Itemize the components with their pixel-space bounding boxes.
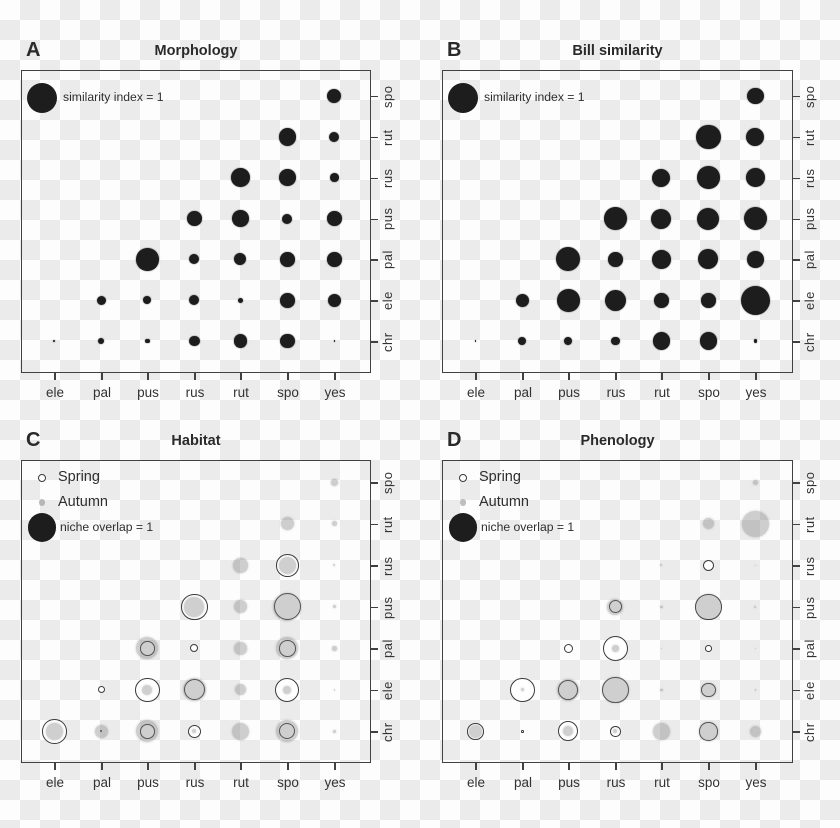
x-axis-tick <box>147 373 149 380</box>
y-axis-label-rus: rus <box>802 168 817 189</box>
bubble-similarity-pus-ele <box>557 289 580 312</box>
bubble-similarity-spo-ele <box>280 293 295 308</box>
y-axis-tick <box>371 219 378 221</box>
bubble-autumn-yes-spo <box>331 479 338 486</box>
bubble-similarity-rus-chr <box>611 337 620 346</box>
bubble-similarity-rut-rus <box>652 169 670 187</box>
x-axis-tick <box>708 373 710 380</box>
x-axis-tick <box>194 373 196 380</box>
panel-letter-a: A <box>26 39 41 61</box>
bubble-spring-pal-chr <box>521 730 524 733</box>
x-axis-tick <box>755 763 757 770</box>
plot-area-habitat <box>21 460 371 763</box>
bubble-spring-spo-pal <box>705 645 712 652</box>
legend-label-spring: Spring <box>479 469 521 485</box>
bubble-autumn-rut-ele <box>235 684 246 695</box>
bubble-similarity-yes-ele <box>328 294 341 307</box>
legend-autumn-icon <box>39 499 46 506</box>
y-axis-tick <box>793 341 800 343</box>
y-axis-tick <box>793 565 800 567</box>
x-axis-tick <box>334 373 336 380</box>
x-axis-tick <box>147 763 149 770</box>
x-axis-label-rus: rus <box>606 775 626 790</box>
x-axis-label-yes: yes <box>745 775 767 790</box>
bubble-similarity-yes-ele <box>741 286 770 315</box>
x-axis-label-yes: yes <box>745 385 767 400</box>
bubble-similarity-rut-chr <box>234 334 247 347</box>
bubble-similarity-yes-pus <box>327 211 342 226</box>
bubble-similarity-yes-pus <box>744 207 767 230</box>
y-axis-label-chr: chr <box>380 332 395 352</box>
bubble-similarity-spo-rut <box>696 125 721 150</box>
bubble-similarity-rut-pus <box>651 209 671 229</box>
bubble-autumn-rus-pal <box>612 645 619 652</box>
bubble-similarity-rus-ele <box>189 295 199 305</box>
bubble-similarity-rut-chr <box>653 332 670 349</box>
bubble-similarity-yes-chr <box>334 340 336 342</box>
bubble-autumn-yes-pal <box>755 648 757 650</box>
bubble-similarity-rus-pus <box>604 207 627 230</box>
x-axis-tick <box>568 373 570 380</box>
bubble-similarity-pal-ele <box>97 296 106 305</box>
bubble-autumn-pus-ele <box>557 679 579 701</box>
bubble-autumn-yes-chr <box>750 726 761 737</box>
x-axis-tick <box>475 373 477 380</box>
x-axis-label-rut: rut <box>233 775 249 790</box>
bubble-similarity-yes-rut <box>746 128 764 146</box>
y-axis-tick <box>371 648 378 650</box>
y-axis-tick <box>371 259 378 261</box>
bubble-autumn-spo-chr <box>699 722 718 741</box>
y-axis-tick <box>793 259 800 261</box>
x-axis-label-yes: yes <box>324 385 346 400</box>
bubble-autumn-yes-rus <box>333 564 335 566</box>
bubble-autumn-rut-rus <box>233 558 248 573</box>
bubble-autumn-rut-chr <box>232 723 249 740</box>
bubble-similarity-spo-pal <box>280 252 295 267</box>
y-axis-tick <box>371 137 378 139</box>
legend-label-overlap: niche overlap = 1 <box>481 520 575 534</box>
x-axis-label-spo: spo <box>698 775 720 790</box>
y-axis-label-ele: ele <box>802 291 817 311</box>
x-axis-label-rus: rus <box>185 775 205 790</box>
plot-area-phenology <box>442 460 793 763</box>
x-axis-label-spo: spo <box>277 775 299 790</box>
x-axis-label-ele: ele <box>466 775 485 790</box>
x-axis-label-ele: ele <box>466 385 485 400</box>
y-axis-label-rut: rut <box>802 129 817 146</box>
bubble-autumn-rut-chr <box>653 723 670 740</box>
bubble-similarity-rut-rus <box>231 168 250 187</box>
bubble-similarity-pus-chr <box>564 337 572 345</box>
bubble-autumn-yes-spo <box>753 480 758 485</box>
y-axis-label-spo: spo <box>802 471 817 495</box>
panel-letter-b: B <box>447 39 462 61</box>
x-axis-label-pus: pus <box>137 775 159 790</box>
y-axis-tick <box>371 482 378 484</box>
x-axis-label-rus: rus <box>606 385 626 400</box>
y-axis-tick <box>371 607 378 609</box>
bubble-autumn-rus-pus <box>607 599 623 615</box>
y-axis-tick <box>793 607 800 609</box>
bubble-autumn-spo-rut <box>703 518 714 529</box>
y-axis-label-rut: rut <box>380 129 395 146</box>
legend-label-overlap: niche overlap = 1 <box>60 520 154 534</box>
legend-spring-icon <box>38 474 46 482</box>
x-axis-label-yes: yes <box>324 775 346 790</box>
bubble-similarity-yes-rut <box>329 132 339 142</box>
x-axis-tick <box>615 373 617 380</box>
x-axis-tick <box>522 373 524 380</box>
bubble-similarity-pal-chr <box>98 338 104 344</box>
bubble-spring-pus-pal <box>564 644 573 653</box>
bubble-autumn-yes-rut <box>742 511 769 538</box>
bubble-similarity-spo-rus <box>697 166 720 189</box>
y-axis-label-pal: pal <box>380 250 395 270</box>
bubble-autumn-yes-ele <box>755 689 757 691</box>
y-axis-tick <box>371 300 378 302</box>
bubble-autumn-rut-pus <box>660 606 663 609</box>
x-axis-label-rut: rut <box>233 385 249 400</box>
y-axis-label-chr: chr <box>802 332 817 352</box>
y-axis-tick <box>793 300 800 302</box>
bubble-autumn-yes-pus <box>754 606 756 608</box>
y-axis-tick <box>793 648 800 650</box>
bubble-autumn-yes-chr <box>333 730 336 733</box>
x-axis-tick <box>101 763 103 770</box>
bubble-spring-spo-rus <box>703 560 714 571</box>
bubble-autumn-rut-pus <box>234 600 247 613</box>
y-axis-tick <box>793 524 800 526</box>
y-axis-tick <box>371 96 378 98</box>
x-axis-label-spo: spo <box>698 385 720 400</box>
plot-area-morphology <box>21 70 371 373</box>
x-axis-tick <box>194 763 196 770</box>
bubble-similarity-rus-chr <box>189 336 200 347</box>
y-axis-label-spo: spo <box>380 471 395 495</box>
bubble-similarity-spo-pal <box>698 249 718 269</box>
bubble-spring-pal-ele <box>98 686 105 693</box>
y-axis-label-rut: rut <box>802 516 817 533</box>
y-axis-tick <box>371 565 378 567</box>
y-axis-tick <box>793 137 800 139</box>
legend-spring-icon <box>459 474 467 482</box>
legend-label-autumn: Autumn <box>479 494 529 510</box>
bubble-similarity-rut-pus <box>232 210 249 227</box>
bubble-spring-rus-pal <box>190 644 198 652</box>
x-axis-tick <box>287 763 289 770</box>
bubble-similarity-yes-spo <box>327 89 341 103</box>
bubble-autumn-spo-pus <box>273 593 301 621</box>
x-axis-label-ele: ele <box>45 385 64 400</box>
y-axis-label-chr: chr <box>802 722 817 742</box>
y-axis-label-pus: pus <box>802 596 817 619</box>
bubble-autumn-pus-pal <box>136 637 158 659</box>
legend-label-spring: Spring <box>58 469 100 485</box>
y-axis-label-pal: pal <box>802 639 817 659</box>
x-axis-label-spo: spo <box>277 385 299 400</box>
x-axis-label-pal: pal <box>513 385 532 400</box>
bubble-similarity-rus-pus <box>187 211 202 226</box>
x-axis-tick <box>755 373 757 380</box>
x-axis-tick <box>240 763 242 770</box>
bubble-similarity-rus-pal <box>608 252 623 267</box>
x-axis-tick <box>708 763 710 770</box>
bubble-autumn-yes-rut <box>332 521 337 526</box>
bubble-similarity-yes-spo <box>747 88 764 105</box>
y-axis-label-spo: spo <box>802 85 817 108</box>
bubble-similarity-pus-pal <box>136 248 159 271</box>
bubble-autumn-rus-ele <box>183 678 206 701</box>
y-axis-label-pus: pus <box>380 596 395 619</box>
y-axis-tick <box>371 341 378 343</box>
bubble-similarity-ele-chr <box>53 340 55 342</box>
x-axis-label-rus: rus <box>185 385 205 400</box>
panel-letter-d: D <box>447 429 462 451</box>
y-axis-tick <box>793 731 800 733</box>
panel-letter-c: C <box>26 429 41 451</box>
bubble-autumn-rus-pus <box>184 597 204 617</box>
y-axis-tick <box>371 178 378 180</box>
panel-title-habitat: Habitat <box>171 433 221 449</box>
x-axis-tick <box>661 763 663 770</box>
bubble-similarity-pus-pal <box>556 247 580 271</box>
y-axis-tick <box>793 96 800 98</box>
x-axis-tick <box>54 763 56 770</box>
bubble-similarity-pal-chr <box>518 337 526 345</box>
bubble-autumn-ele-chr <box>46 723 63 740</box>
bubble-autumn-spo-rus <box>279 557 296 574</box>
y-axis-label-rus: rus <box>380 168 395 189</box>
legend-label-similarity: similarity index = 1 <box>63 90 164 104</box>
x-axis-label-pus: pus <box>558 385 580 400</box>
bubble-similarity-spo-chr <box>700 332 717 349</box>
x-axis-label-rut: rut <box>654 385 670 400</box>
panel-title-morphology: Morphology <box>154 43 238 59</box>
y-axis-label-pus: pus <box>802 208 817 231</box>
y-axis-label-ele: ele <box>802 681 817 700</box>
x-axis-tick <box>475 763 477 770</box>
bubble-similarity-rut-ele <box>238 298 243 303</box>
bubble-similarity-spo-chr <box>280 334 295 349</box>
bubble-similarity-spo-ele <box>701 293 716 308</box>
bubble-similarity-rut-pal <box>234 253 246 265</box>
legend-max-similarity-circle <box>448 83 478 113</box>
bubble-autumn-rut-ele <box>660 689 663 692</box>
y-axis-label-ele: ele <box>380 681 395 700</box>
bubble-similarity-rus-pal <box>189 254 199 264</box>
bubble-autumn-rut-rus <box>660 564 662 566</box>
bubble-similarity-pus-ele <box>143 296 151 304</box>
x-axis-label-pus: pus <box>137 385 159 400</box>
bubble-autumn-yes-ele <box>334 689 336 691</box>
x-axis-tick <box>334 763 336 770</box>
bubble-autumn-yes-pus <box>333 605 336 608</box>
bubble-similarity-yes-rus <box>746 168 765 187</box>
y-axis-label-rus: rus <box>802 556 817 576</box>
x-axis-label-ele: ele <box>45 775 64 790</box>
legend-max-overlap-circle <box>449 513 478 542</box>
panel-title-phenology: Phenology <box>580 433 655 449</box>
y-axis-tick <box>793 690 800 692</box>
bubble-autumn-rus-ele <box>602 677 629 704</box>
bubble-autumn-rut-pal <box>661 648 663 650</box>
bubble-autumn-spo-chr <box>276 720 298 742</box>
legend-label-autumn: Autumn <box>58 494 108 510</box>
bubble-similarity-yes-pal <box>327 252 342 267</box>
bubble-autumn-yes-rus <box>755 565 757 567</box>
y-axis-label-spo: spo <box>380 85 395 108</box>
x-axis-tick <box>661 373 663 380</box>
x-axis-label-pal: pal <box>92 775 111 790</box>
bubble-autumn-pal-chr <box>95 725 108 738</box>
bubble-similarity-spo-pus <box>697 208 719 230</box>
y-axis-tick <box>793 219 800 221</box>
y-axis-label-pal: pal <box>802 250 817 270</box>
bubble-similarity-rut-ele <box>654 293 669 308</box>
bubble-autumn-spo-ele <box>701 683 716 698</box>
x-axis-label-pal: pal <box>513 775 532 790</box>
plot-area-bill-similarity <box>442 70 793 373</box>
x-axis-label-pal: pal <box>92 385 111 400</box>
x-axis-tick <box>240 373 242 380</box>
bubble-similarity-rut-pal <box>652 250 671 269</box>
bubble-similarity-rus-ele <box>605 290 626 311</box>
bubble-similarity-yes-rus <box>330 173 339 182</box>
bubble-autumn-ele-chr <box>469 725 482 738</box>
x-axis-label-rut: rut <box>654 775 670 790</box>
y-axis-tick <box>371 731 378 733</box>
bubble-similarity-yes-pal <box>747 251 764 268</box>
bubble-similarity-spo-pus <box>282 214 292 224</box>
bubble-similarity-spo-rus <box>279 169 296 186</box>
panel-title-bill-similarity: Bill similarity <box>572 43 663 59</box>
y-axis-tick <box>371 524 378 526</box>
y-axis-label-ele: ele <box>380 291 395 311</box>
bubble-similarity-pal-ele <box>516 294 529 307</box>
y-axis-tick <box>793 482 800 484</box>
x-axis-tick <box>615 763 617 770</box>
bubble-autumn-pus-chr <box>136 720 158 742</box>
x-axis-tick <box>522 763 524 770</box>
y-axis-label-pus: pus <box>380 208 395 231</box>
y-axis-label-pal: pal <box>380 639 395 659</box>
bubble-similarity-ele-chr <box>475 340 477 342</box>
y-axis-label-rus: rus <box>380 556 395 576</box>
legend-autumn-icon <box>460 499 467 506</box>
bubble-autumn-rut-pal <box>234 642 247 655</box>
bubble-autumn-yes-pal <box>332 646 337 651</box>
x-axis-tick <box>54 373 56 380</box>
y-axis-tick <box>793 178 800 180</box>
x-axis-tick <box>101 373 103 380</box>
legend-max-similarity-circle <box>27 83 57 113</box>
bubble-autumn-spo-rut <box>281 517 294 530</box>
x-axis-tick <box>287 373 289 380</box>
bubble-similarity-spo-rut <box>279 128 296 145</box>
bubble-autumn-spo-pal <box>276 637 298 659</box>
y-axis-label-rut: rut <box>380 516 395 533</box>
legend-label-similarity: similarity index = 1 <box>484 90 585 104</box>
x-axis-label-pus: pus <box>558 775 580 790</box>
bubble-similarity-pus-chr <box>145 339 150 344</box>
y-axis-label-chr: chr <box>380 722 395 742</box>
x-axis-tick <box>568 763 570 770</box>
bubble-similarity-yes-chr <box>754 339 757 342</box>
y-axis-tick <box>371 690 378 692</box>
legend-max-overlap-circle <box>28 513 57 542</box>
